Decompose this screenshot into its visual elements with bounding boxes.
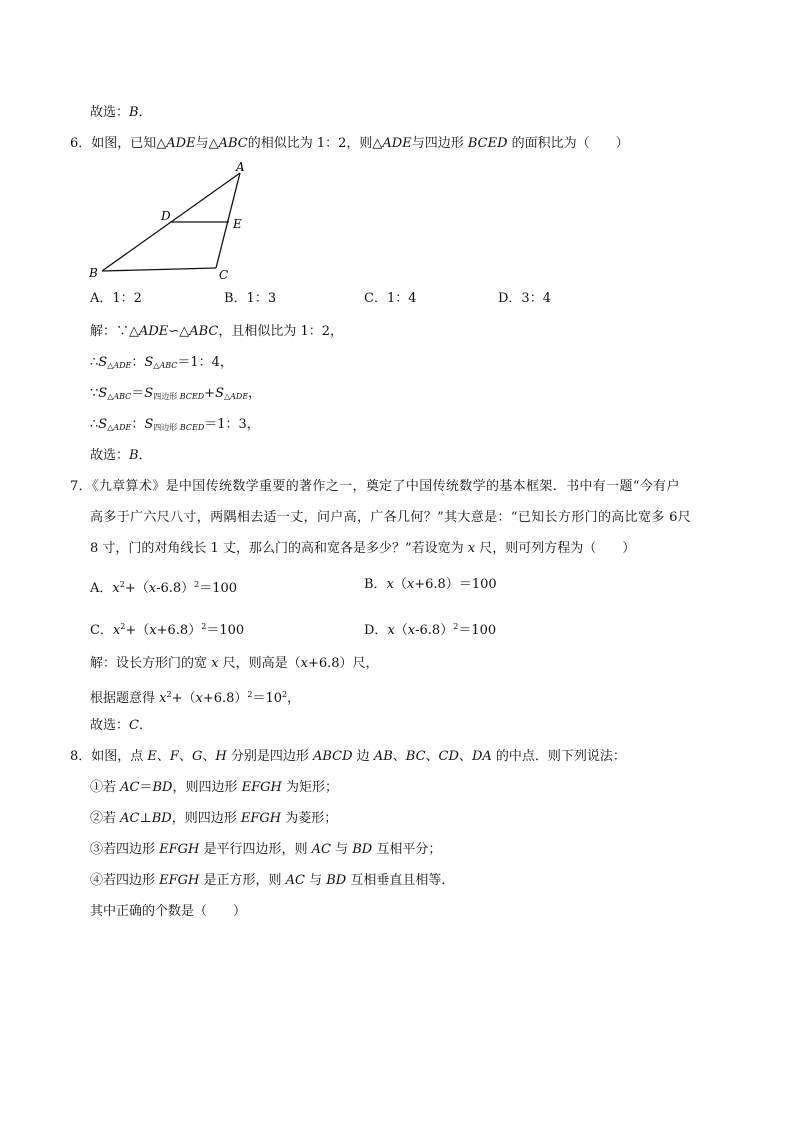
q7-solution-2: 根据题意得 $x^2+(x+6.8)^2=10^2$， bbox=[90, 690, 301, 706]
q8-statement-1: ①若 AC＝BD，则四边形 EFGH 为矩形； bbox=[90, 780, 338, 795]
q8-ask: 其中正确的个数是（ ） bbox=[90, 904, 247, 919]
q6-solution-5: 故选：B． bbox=[90, 448, 152, 463]
q7-question-line-1: 7．《九章算术》是中国传统数学重要的著作之一，奠定了中国传统数学的基本框架．书中有一题“今有户 bbox=[70, 479, 680, 494]
q6-option-d: D．3：4 bbox=[498, 291, 551, 306]
q8-statement-2: ②若 AC⊥BD，则四边形 EFGH 为菱形； bbox=[90, 811, 338, 826]
q8-statement-4: ④若四边形 EFGH 是正方形，则 AC 与 BD 互相垂直且相等． bbox=[90, 873, 455, 888]
side-bc bbox=[102, 268, 216, 271]
label-d: D bbox=[161, 209, 171, 223]
label-b: B bbox=[89, 266, 98, 280]
label-c: C bbox=[219, 268, 229, 282]
q7-option-a: A．$x^2+(x-6.8)^2=100$ bbox=[90, 580, 238, 596]
q6-solution-1: 解：∵△ADE∽△ABC，且相似比为 1：2， bbox=[90, 324, 344, 339]
q6-solution-2: $\therefore S_{\triangle ADE}$：$S_{\triangle ABC}=1$：4， bbox=[90, 355, 233, 370]
q6-option-b: B．1：3 bbox=[224, 291, 277, 306]
q8-question: 8．如图，点 E、F、G、H 分别是四边形 ABCD 边 AB、BC、CD、DA 的中点．则下列说法： bbox=[70, 749, 626, 764]
q7-question-line-3: 8 寸，门的对角线长 1 丈，那么门的高和宽各是多少？”若设宽为 x 尺，则可列方程为（ ） bbox=[90, 541, 636, 556]
label-e: E bbox=[233, 217, 242, 231]
q6-solution-4: $\therefore S_{\triangle ADE}$：$S_{四边形 BCED}=1$：3， bbox=[90, 417, 260, 432]
q7-solution-1: 解：设长方形门的宽 x 尺，则高是（x+6.8）尺， bbox=[90, 656, 379, 671]
q6-option-c: C．1：4 bbox=[364, 291, 417, 306]
triangle-figure bbox=[86, 158, 256, 282]
q7-option-d: D．$x(x-6.8)^2=100$ bbox=[364, 622, 497, 638]
q6-question: 6．如图，已知△ADE与△ABC的相似比为 1：2，则△ADE与四边形 BCED 的面积比为（ ） bbox=[70, 136, 629, 151]
q6-option-a: A．1：2 bbox=[90, 291, 142, 306]
q7-option-c: C．$x^2+(x+6.8)^2=100$ bbox=[90, 622, 245, 638]
q7-option-b: B．x（x+6.8）＝100 bbox=[364, 577, 497, 592]
q6-solution-3: $\because S_{\triangle ABC}=S_{四边形 BCED}+S_{\triangle ADE}$， bbox=[90, 386, 262, 401]
q7-question-line-2: 高多于广六尺八寸，两隅相去适一丈，问户高，广各几何？”其大意是：“已知长方形门的高比宽多 6尺 bbox=[90, 510, 692, 525]
label-a: A bbox=[236, 160, 245, 174]
q5-answer: 故选：B． bbox=[90, 105, 152, 120]
q8-statement-3: ③若四边形 EFGH 是平行四边形，则 AC 与 BD 互相平分； bbox=[90, 842, 442, 857]
q7-solution-3: 故选：C． bbox=[90, 718, 152, 733]
